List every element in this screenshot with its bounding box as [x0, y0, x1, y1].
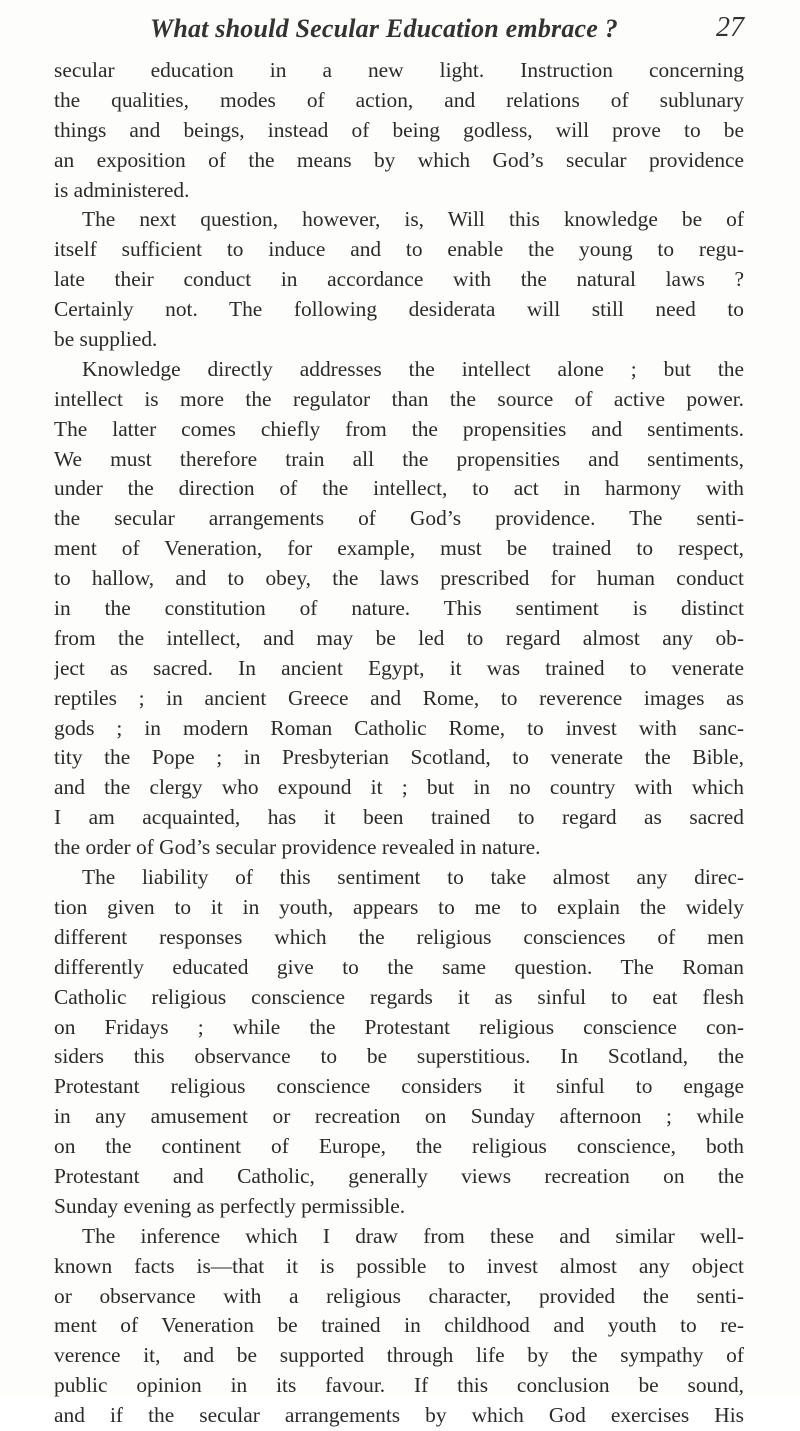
paragraph: [54, 1222, 744, 1431]
text-line: under the direction of the intellect, to act in harmony with: [54, 476, 744, 501]
text-line: the qualities, modes of action, and relations of sublunary: [54, 87, 744, 112]
text-line: in any amusement or recreation on Sunday afternoon ; while: [54, 1104, 744, 1129]
text-line: Certainly not. The following desiderata will still need to: [54, 297, 744, 322]
text-line: The next question, however, is, Will this knowledge be of: [82, 207, 744, 232]
text-line: differently educated give to the same question. The Roman: [54, 954, 744, 979]
text-line: gods ; in modern Roman Catholic Rome, to invest with sanc-: [54, 715, 744, 740]
text-line: and if the secular arrangements by which God exercises His: [54, 1403, 744, 1428]
text-line: ject as sacred. In ancient Egypt, it was trained to venerate: [54, 655, 744, 680]
text-line: ment of Veneration, for example, must be trained to respect,: [54, 536, 744, 561]
text-line: to hallow, and to obey, the laws prescribed for human conduct: [54, 566, 744, 591]
text-line: tity the Pope ; in Presbyterian Scotland, to venerate the Bible,: [54, 745, 744, 770]
text-line: reptiles ; in ancient Greece and Rome, to reverence images as: [54, 685, 744, 710]
body-text: [54, 56, 744, 1431]
text-line: an exposition of the means by which God’s secular providence: [54, 147, 744, 172]
text-line: Catholic religious conscience regards it as sinful to eat flesh: [54, 984, 744, 1009]
running-title: What should Secular Education embrace ?: [150, 14, 618, 43]
text-line: The latter comes chiefly from the propensities and sentiments.: [54, 416, 744, 441]
text-line: known facts is—that it is possible to invest almost any object: [54, 1253, 744, 1278]
text-line: late their conduct in accordance with the natural laws ?: [54, 267, 744, 292]
text-line: or observance with a religious character, provided the senti-: [54, 1283, 744, 1308]
text-line: I am acquainted, has it been trained to regard as sacred: [54, 805, 744, 830]
text-line: different responses which the religious consciences of men: [54, 924, 744, 949]
text-line: tion given to it in youth, appears to me to explain the widely: [54, 894, 744, 919]
text-line: Knowledge directly addresses the intellect alone ; but the: [82, 356, 744, 381]
text-line: Protestant and Catholic, generally views recreation on the: [54, 1163, 744, 1188]
text-line: on the continent of Europe, the religious conscience, both: [54, 1134, 744, 1159]
text-line: on Fridays ; while the Protestant religious conscience con-: [54, 1014, 744, 1039]
text-line: from the intellect, and may be led to regard almost any ob-: [54, 625, 744, 650]
text-line: the secular arrangements of God’s providence. The senti-: [54, 506, 744, 531]
text-line: The liability of this sentiment to take almost any direc-: [82, 865, 744, 890]
text-line: verence it, and be supported through life by the sympathy of: [54, 1343, 744, 1368]
text-line: be supplied.: [54, 327, 158, 352]
text-line: Protestant religious conscience considers it sinful to engage: [54, 1074, 744, 1099]
text-line: We must therefore train all the propensities and sentiments,: [54, 446, 744, 471]
text-line: public opinion in its favour. If this conclusion be sound,: [54, 1373, 744, 1398]
text-line: The inference which I draw from these and similar well-: [82, 1223, 744, 1248]
paragraph: [54, 205, 744, 354]
paragraph: [54, 355, 744, 863]
text-line: in the constitution of nature. This sentiment is distinct: [54, 596, 744, 621]
text-line: secular education in a new light. Instruction concerning: [54, 58, 744, 82]
text-line: itself sufficient to induce and to enable the young to regu-: [54, 237, 744, 262]
text-line: the order of God’s secular providence revealed in nature.: [54, 835, 541, 860]
text-line: and the clergy who expound it ; but in no country with which: [54, 775, 744, 800]
text-line: Sunday evening as perfectly permissible.: [54, 1193, 406, 1218]
page-number: 27: [716, 12, 744, 43]
text-line: intellect is more the regulator than the source of active power.: [54, 386, 744, 411]
paragraph: [54, 863, 744, 1222]
text-line: is administered.: [54, 177, 190, 202]
text-line: things and beings, instead of being godless, will prove to be: [54, 117, 744, 142]
text-line: ment of Veneration be trained in childhood and youth to re-: [54, 1313, 744, 1338]
paragraph: [54, 56, 744, 205]
text-line: siders this observance to be superstitious. In Scotland, the: [54, 1044, 744, 1069]
running-head: [54, 14, 744, 48]
